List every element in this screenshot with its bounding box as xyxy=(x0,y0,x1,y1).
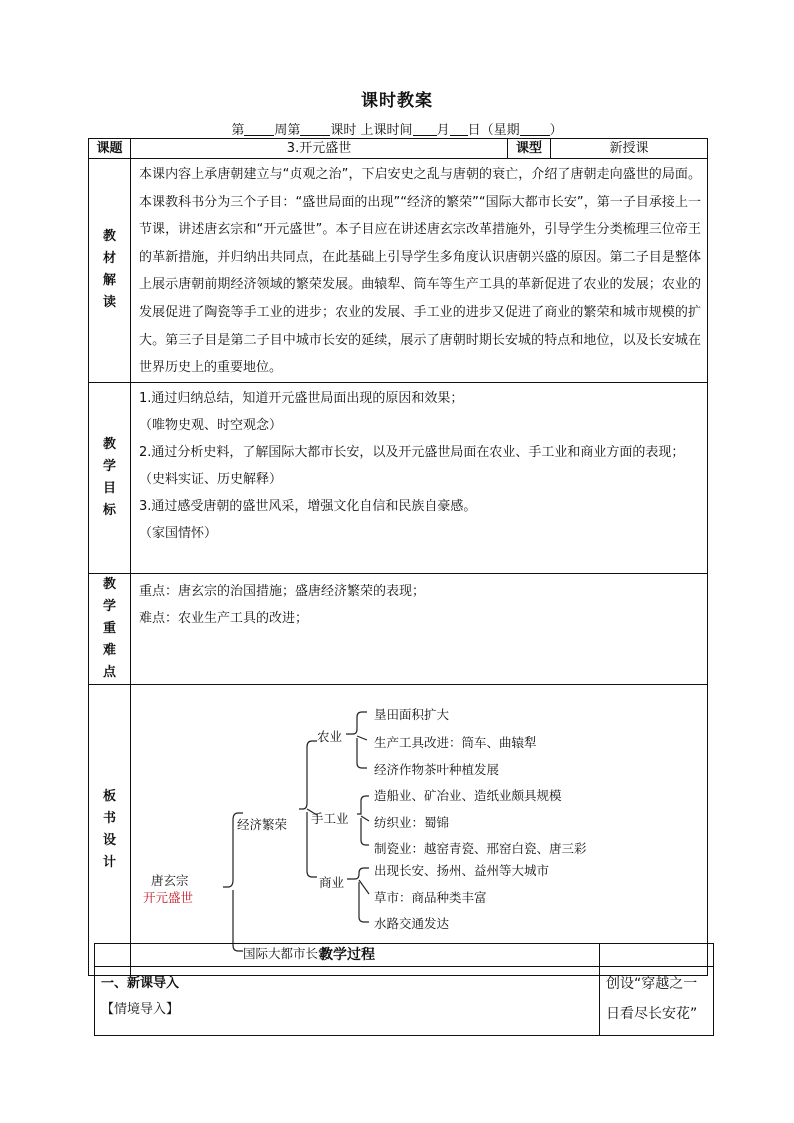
process-design-intent: 创设“穿越之一日看尽长安花” xyxy=(600,967,714,1036)
goals-content xyxy=(131,382,708,573)
textbook-label: 教材解读 xyxy=(89,159,131,383)
goal-literacy: （唯物史观、时空观念） xyxy=(139,417,283,433)
difficult-point: 难点：农业生产工具的改进； xyxy=(139,610,309,626)
board-capital: 国际大都市长安 xyxy=(243,945,331,961)
teaching-process-table xyxy=(94,943,714,1036)
process-header-side xyxy=(600,944,714,967)
keypoints-label: 教学重难点 xyxy=(89,573,131,684)
schedule-time-prefix: 课时 上课时间 xyxy=(330,123,413,138)
header-row xyxy=(89,139,708,159)
goal-literacy: （史料实证、历史解释） xyxy=(139,471,283,487)
board-agri-item: 经济作物茶叶种植发展 xyxy=(374,761,500,777)
schedule-lesson-prefix: 周第 xyxy=(274,123,301,138)
week-blank xyxy=(244,123,274,136)
schedule-month: 月 xyxy=(436,123,450,138)
lesson-type-label: 课型 xyxy=(508,139,551,159)
schedule-weekday-prefix: 日（星期 xyxy=(467,123,520,138)
board-economy: 经济繁荣 xyxy=(237,816,288,832)
board-agri-item: 生产工具改进：筒车、曲辕犁 xyxy=(374,734,537,750)
board-commerce-item: 草市：商品种类丰富 xyxy=(374,889,487,905)
process-body-row xyxy=(95,967,714,1036)
topic-value: 3.开元盛世 xyxy=(131,139,508,159)
process-section-title: 一、新课导入 xyxy=(101,976,180,991)
board-handicraft: 手工业 xyxy=(311,810,349,826)
board-commerce-item: 水路交通发达 xyxy=(374,915,450,931)
goal-item: 2.通过分析史料，了解国际大都市长安，以及开元盛世局面在农业、手工业和商业方面的表现； xyxy=(139,444,685,460)
board-commerce: 商业 xyxy=(319,874,345,890)
lesson-blank xyxy=(300,123,330,136)
topic-label: 课题 xyxy=(89,139,131,159)
board-agriculture: 农业 xyxy=(317,728,343,744)
board-design xyxy=(131,684,708,975)
weekday-blank xyxy=(520,123,550,136)
lesson-type-value: 新授课 xyxy=(551,139,708,159)
month-blank xyxy=(413,123,437,136)
goals-label: 教学目标 xyxy=(89,382,131,573)
textbook-analysis: 本课内容上承唐朝建立与“贞观之治”，下启安史之乱与唐朝的衰亡，介绍了唐朝走向盛世的局面。本课教科书分为三个子目：“盛世局面的出现”“经济的繁荣”“国际大都市长安”，第一子目承接上一节课，讲述唐玄宗和“开元盛世”。本子目应在讲述唐玄宗改革措施外，引导学生分类梳理三位帝王的革新措施，并归纳出共同点，在此基础上引导学生多角度认识唐朝兴盛的原因。第二子目是整体上展示唐朝前期经济领域的繁荣发展。曲辕犁、筒车等生产工具的革新促进了农业的发展；农业的发展促进了陶瓷等手工业的进步；农业的发展、手工业的进步又促进了商业的繁荣和城市规模的扩大。第三子目是第二子目中城市长安的延续，展示了唐朝时期长安城的特点和地位，以及长安城在世界历史上的重要地位。 xyxy=(131,159,708,383)
process-title: 教学过程 xyxy=(95,944,600,967)
goal-literacy: （家国情怀） xyxy=(139,525,218,541)
process-subsection: 【情境导入】 xyxy=(101,1002,180,1017)
board-agri-item: 垦田面积扩大 xyxy=(374,706,450,722)
document-title: 课时教案 xyxy=(361,91,433,111)
process-content xyxy=(95,967,600,1036)
board-craft-item: 造船业、矿冶业、造纸业颇具规模 xyxy=(374,787,562,803)
goal-item: 1.通过归纳总结，知道开元盛世局面出现的原因和效果； xyxy=(139,390,464,406)
day-blank xyxy=(450,123,468,136)
textbook-row xyxy=(89,159,708,383)
board-root-line2: 开元盛世 xyxy=(143,889,194,905)
board-root-line1: 唐玄宗 xyxy=(151,872,189,888)
goals-row xyxy=(89,382,708,573)
board-craft-item: 制瓷业：越窑青瓷、邢窑白瓷、唐三彩 xyxy=(374,840,587,856)
board-row xyxy=(89,684,708,975)
schedule-week-prefix: 第 xyxy=(231,123,245,138)
process-header-row xyxy=(95,944,714,967)
keypoints-row xyxy=(89,573,708,684)
board-commerce-item: 出现长安、扬州、益州等大城市 xyxy=(374,862,550,878)
schedule-line xyxy=(0,119,794,138)
lesson-plan-table xyxy=(88,138,708,976)
board-craft-item: 纺织业：蜀锦 xyxy=(374,814,450,830)
board-label: 板书设计 xyxy=(89,684,131,975)
goal-item: 3.通过感受唐朝的盛世风采，增强文化自信和民族自豪感。 xyxy=(139,498,477,514)
keypoints-content xyxy=(131,573,708,684)
schedule-close: ） xyxy=(549,123,563,138)
key-point: 重点：唐玄宗的治国措施；盛唐经济繁荣的表现； xyxy=(139,583,426,599)
